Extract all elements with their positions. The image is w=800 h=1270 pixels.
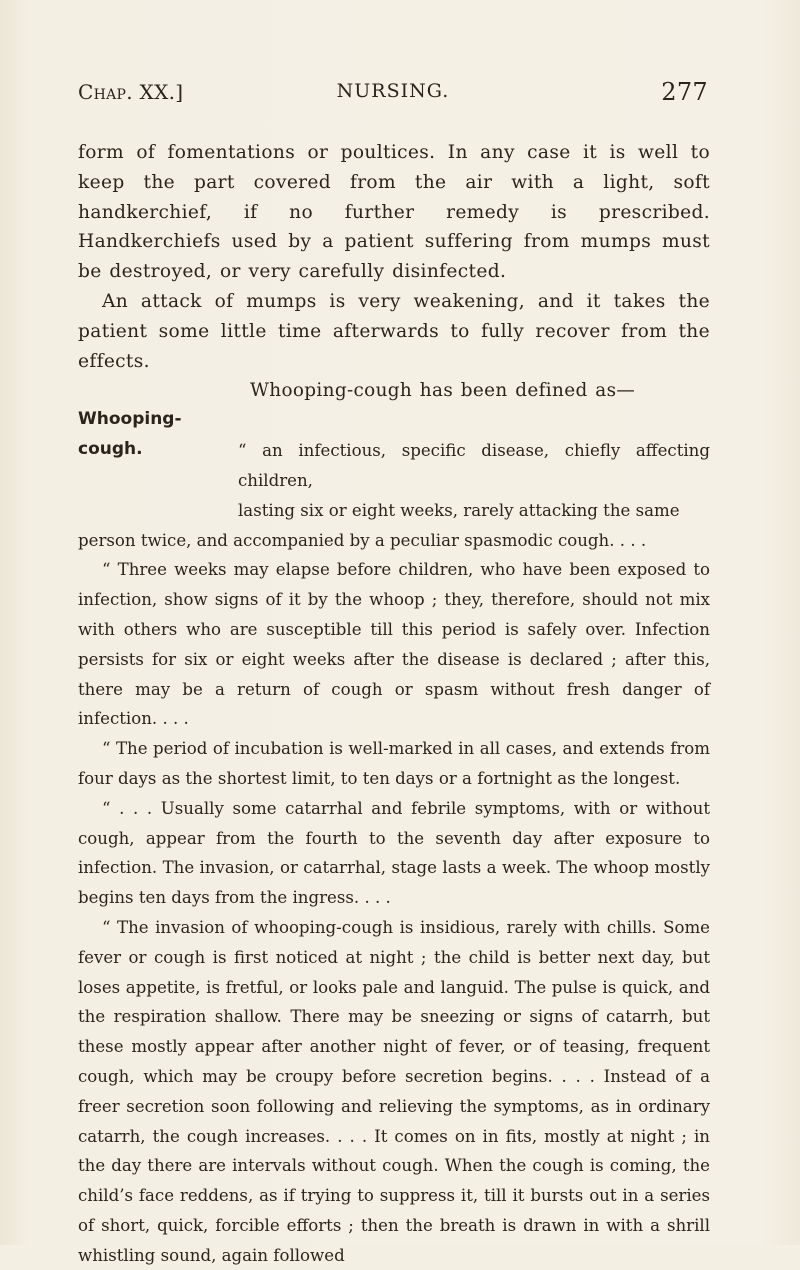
quote-line-1: “ an infectious, specific disease, chiefly affecting children,	[238, 441, 710, 490]
page-title: NURSING.	[336, 80, 450, 102]
sidenote-line-1: Whooping-	[78, 409, 182, 430]
paragraph-whooping-definition: Whooping-cough has been defined as—	[250, 380, 636, 402]
whooping-cough-quote	[78, 406, 710, 1270]
body-text	[78, 138, 710, 1270]
quote-paragraph-invasion: “ The invasion of whooping-cough is insidious, rarely with chills. Some fever or cough is first noticed at night ; the child is better next day, but loses appetite, is fretful, or looks pale and languid. The pulse is quick, and the respiration shallow. There may be sneezing or signs of catarrh, but these mostly appear after another night of fever, or of teasing, frequent cough, which may be croupy before secretion begins. . . . Instead of a freer secretion soon following and relieving the symptoms, as in ordinary catarrh, the cough increases. . . . It comes on in fits, mostly at night ; in the day there are intervals without cough. When the cough is coming, the child’s face reddens, as if trying to suppress it, till it bursts out in a series of short, quick, forcible efforts ; then the breath is drawn in with a shrill whistling sound, again followed	[78, 917, 710, 1265]
quote-paragraph-three-weeks: “ Three weeks may elapse before children, who have been exposed to infection, show signs of it by the whoop ; they, therefore, should not mix with others who are susceptible till this period is safely over. Infection persists for six or eight weeks after the disease is declared ; after this, there may be a return of cough or spasm without fresh danger of infection. . . .	[78, 560, 710, 729]
quote-line-2: lasting six or eight weeks, rarely attacking the same	[238, 500, 680, 520]
page-number: 277	[661, 78, 708, 106]
chapter-label: Chap. XX.]	[78, 80, 184, 104]
quote-paragraph-incubation: “ The period of incubation is well-marked in all cases, and extends from four days as the shortest limit, to ten days or a fortnight as the longest.	[78, 739, 710, 788]
running-head	[78, 80, 708, 110]
paragraph-mumps-weakening: An attack of mumps is very weakening, and it takes the patient some little time afterwards to fully recover from the effects.	[78, 290, 710, 372]
margin-sidenote	[78, 404, 208, 464]
paragraph-fomentations: form of fomentations or poultices. In any case it is well to keep the part covered from the air with a light, soft handkerchief, if no further remedy is prescribed. Handkerchiefs used by a patient suffering from mumps must be destroyed, or very carefully disinfected.	[78, 142, 710, 283]
quote-paragraph-symptoms: “ . . . Usually some catarrhal and febrile symptoms, with or without cough, appear from the fourth to the seventh day after exposure to infection. The invasion, or catarrhal, stage lasts a week. The whoop mostly begins ten days from the ingress. . . .	[78, 798, 710, 908]
quote-paragraph-1-end: person twice, and accompanied by a peculiar spasmodic cough. . . .	[78, 530, 647, 550]
sidenote-line-2: cough.	[78, 439, 143, 460]
